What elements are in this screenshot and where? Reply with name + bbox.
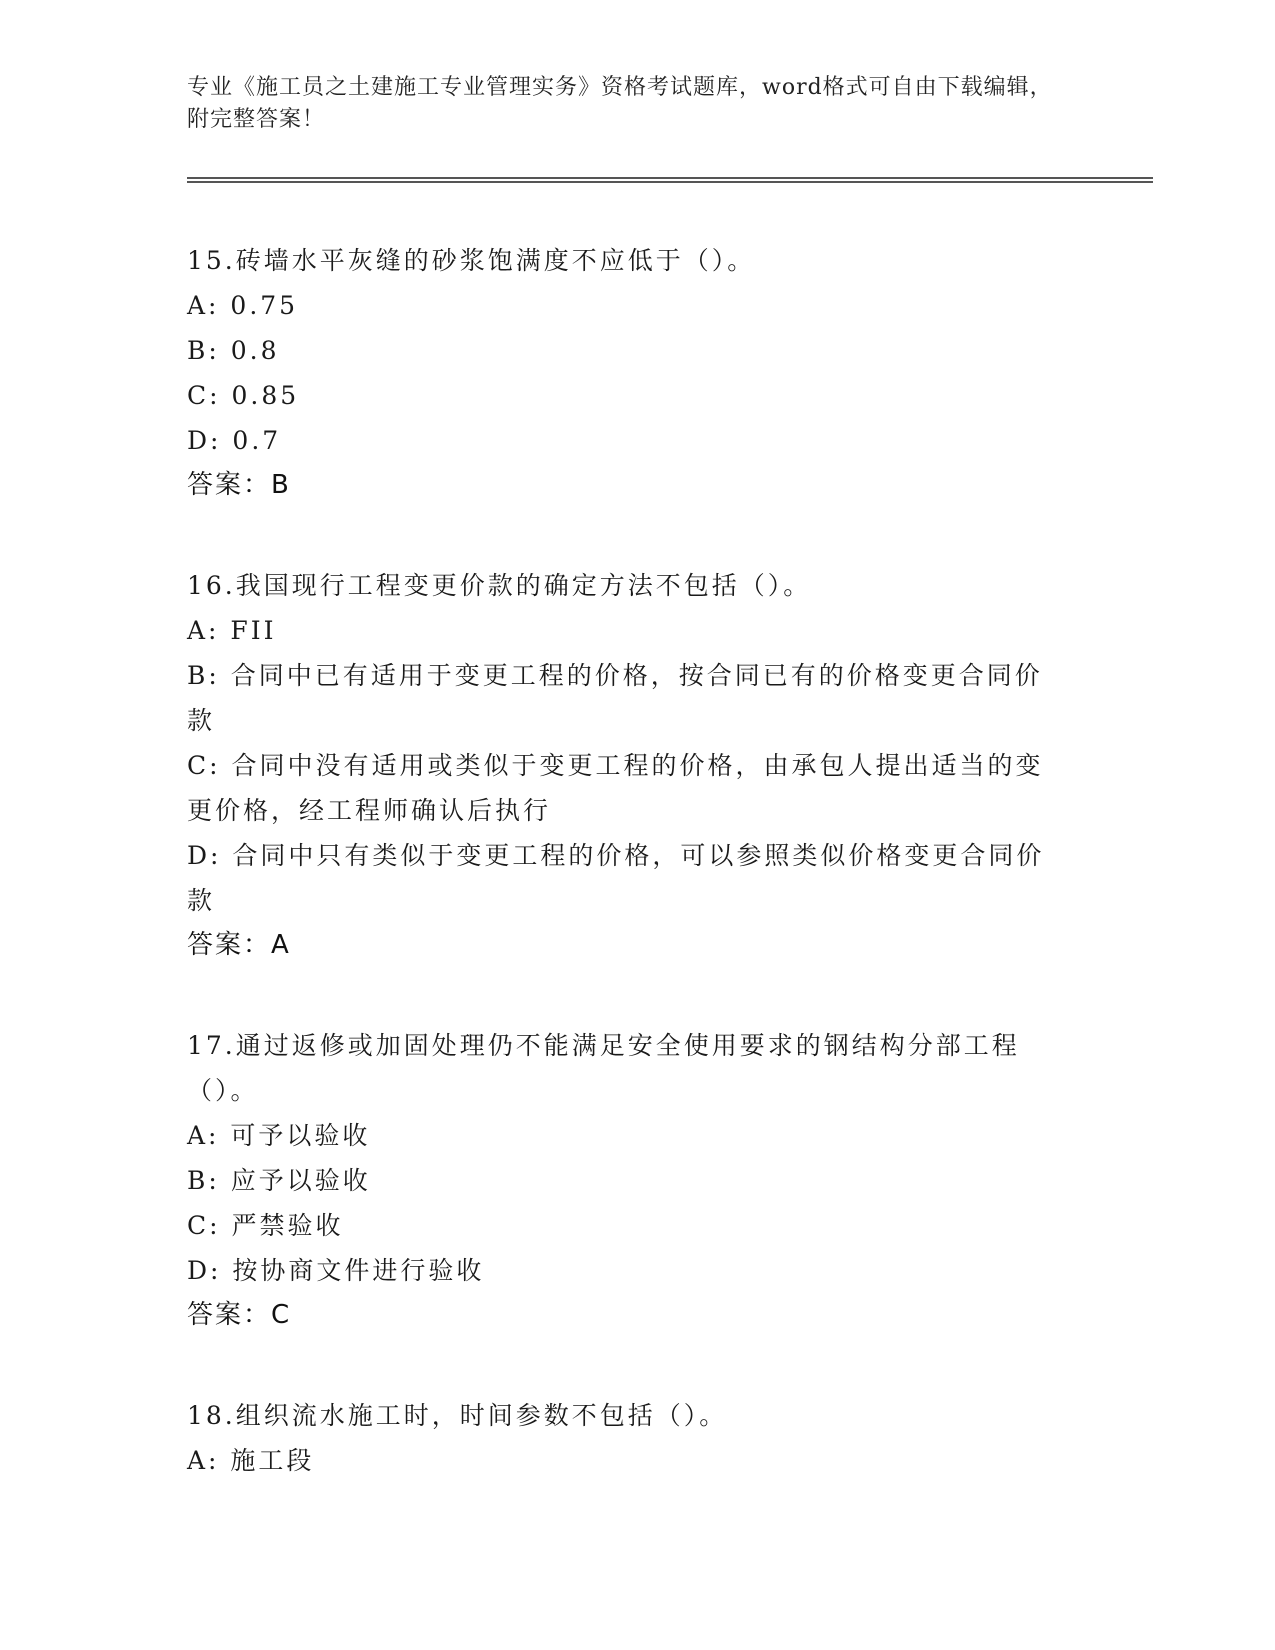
option-c: C: 严禁验收 [187,1211,344,1240]
option-a: A: 施工段 [187,1446,315,1475]
header-double-rule [187,177,1153,183]
answer-line: 答案：A [187,930,291,960]
option-b: B: 应予以验收 [187,1166,371,1195]
question-15 [187,238,1067,508]
option-b: B: 合同中已有适用于变更工程的价格，按合同已有的价格变更合同价款 [187,661,1043,735]
question-stem: 16.我国现行工程变更价款的确定方法不包括（）。 [187,571,812,600]
question-16 [187,563,1067,968]
document-header: 专业《施工员之土建施工专业管理实务》资格考试题库，word格式可自由下载编辑，附完整答案！ [187,75,1053,132]
question-stem: 17.通过返修或加固处理仍不能满足安全使用要求的钢结构分部工程（）。 [187,1031,1020,1105]
option-c: C: 合同中没有适用或类似于变更工程的价格，由承包人提出适当的变更价格，经工程师确认后执行 [187,751,1044,825]
option-a: A: 可予以验收 [187,1121,371,1150]
option-d: D: 按协商文件进行验收 [187,1256,485,1285]
question-18 [187,1393,1067,1483]
option-d: D: 0.7 [187,426,282,455]
option-d: D: 合同中只有类似于变更工程的价格，可以参照类似价格变更合同价款 [187,841,1045,915]
question-17 [187,1023,1067,1338]
option-b: B: 0.8 [187,336,280,365]
answer-line: 答案：C [187,1300,292,1330]
question-stem: 15.砖墙水平灰缝的砂浆饱满度不应低于（）。 [187,246,756,275]
option-a: A: 0.75 [187,291,299,320]
option-a: A: FII [187,616,277,645]
answer-line: 答案：B [187,470,291,500]
option-c: C: 0.85 [187,381,300,410]
question-stem: 18.组织流水施工时，时间参数不包括（）。 [187,1401,728,1430]
question-list [187,238,1067,1538]
